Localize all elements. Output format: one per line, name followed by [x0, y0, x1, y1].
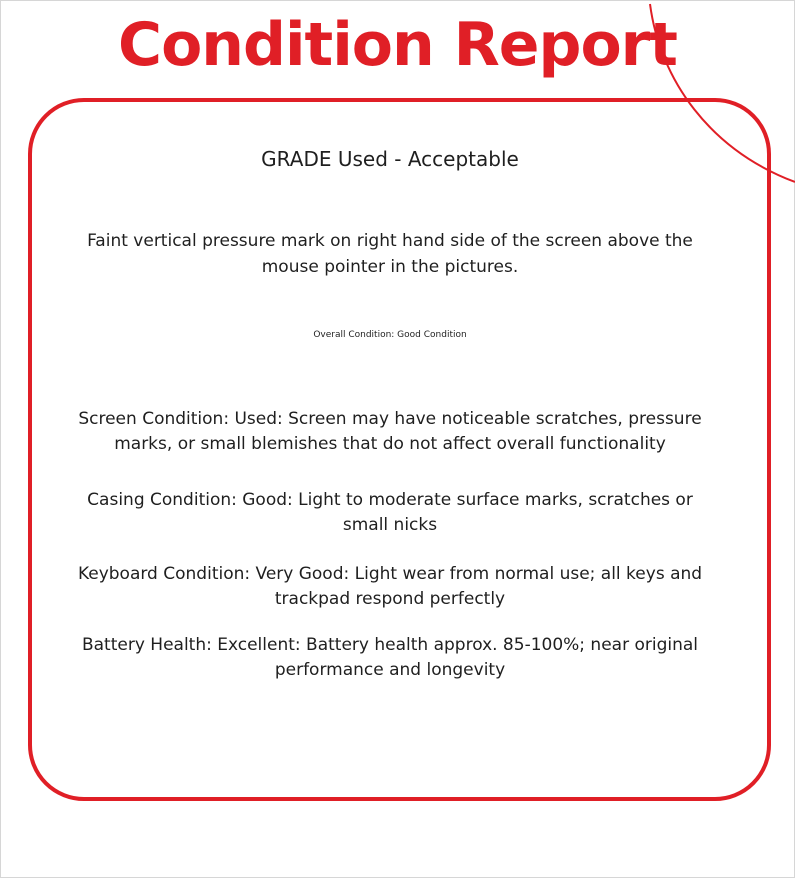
casing-condition: Casing Condition: Good: Light to moderate surface marks, scratches or small nicks	[87, 490, 693, 535]
keyboard-condition: Keyboard Condition: Very Good: Light wear from normal use; all keys and trackpad respond perfectly	[77, 564, 703, 609]
grade-heading: GRADE Used - Acceptable	[261, 147, 519, 171]
overall-condition: Overall Condition: Good Condition	[313, 330, 467, 340]
page-title: Condition Report	[118, 10, 677, 80]
battery-health: Battery Health: Excellent: Battery health approx. 85-100%; near original performance and longevity	[81, 635, 699, 680]
screen-condition: Screen Condition: Used: Screen may have noticeable scratches, pressure marks, or small blemishes that do not affect overall functionality	[78, 409, 702, 454]
condition-description: Faint vertical pressure mark on right hand side of the screen above the mouse pointer in the pictures.	[87, 231, 693, 277]
